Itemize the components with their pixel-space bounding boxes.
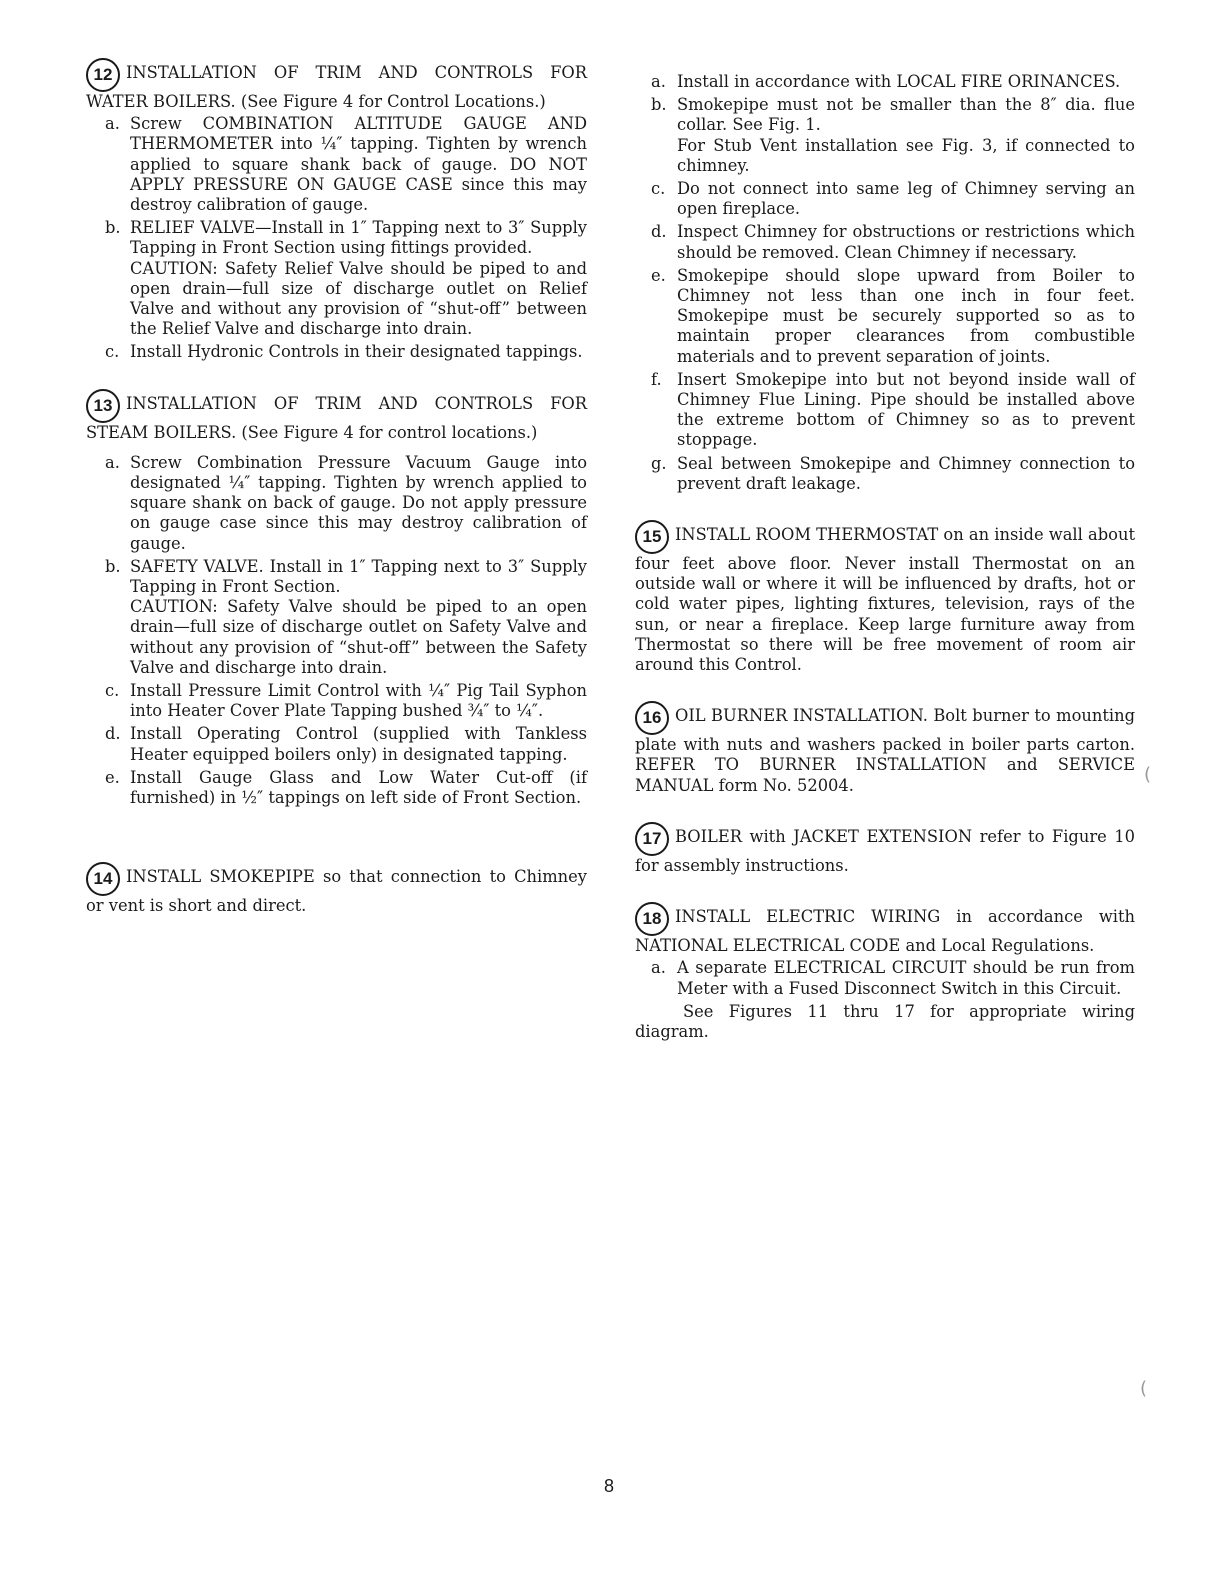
item-letter: c. bbox=[651, 179, 666, 199]
step-number-badge: 14 bbox=[86, 862, 120, 896]
step-number-badge: 13 bbox=[86, 389, 120, 423]
left-column bbox=[86, 58, 587, 943]
heading-text: OIL BURNER INSTALLATION. Bolt burner to mounting plate with nuts and washers packed in boiler parts carton. REFER TO BURNER INSTALLATION and SERVICE MANUAL form No. 52004. bbox=[635, 706, 1135, 795]
item-text: Seal between Smokepipe and Chimney connection to prevent draft leakage. bbox=[677, 453, 1135, 493]
item-letter: c. bbox=[105, 342, 120, 362]
caution-note: CAUTION: Safety Relief Valve should be piped to and open drain—full size of discharge outlet on Relief Valve and without any provision of “shut-off” between the Relief Valve and discharge into drain. bbox=[130, 258, 587, 339]
caution-note: CAUTION: Safety Valve should be piped to an open drain—full size of discharge outlet on Safety Valve and without any provision of “shut-off” between the Safety Valve and discharge into drain. bbox=[130, 597, 587, 677]
section-15 bbox=[635, 520, 1135, 675]
item-text: Install in accordance with LOCAL FIRE ORINANCES. bbox=[677, 72, 1121, 91]
list-item bbox=[86, 114, 587, 215]
list-item bbox=[635, 179, 1135, 219]
margin-mark: ( bbox=[1144, 764, 1152, 785]
item-letter: a. bbox=[651, 958, 666, 978]
item-text: Inspect Chimney for obstructions or restrictions which should be removed. Clean Chimney if necessary. bbox=[677, 222, 1135, 262]
item-list bbox=[86, 114, 587, 362]
list-item bbox=[86, 453, 587, 554]
page-number: 8 bbox=[604, 1476, 615, 1496]
item-text: Insert Smokepipe into but not beyond inside wall of Chimney Flue Lining. Pipe should be installed above the extreme bottom of Chimney so as to prevent stoppage. bbox=[677, 369, 1135, 450]
item-text: RELIEF VALVE—Install in 1″ Tapping next to 3″ Supply Tapping in Front Section using fittings provided. bbox=[130, 218, 587, 258]
heading-text: INSTALL ROOM THERMOSTAT on an inside wall about four feet above floor. Never install Thermostat on an outside wall or where it will be influenced by drafts, hot or cold water pipes, lighting fixtures, television, rays of the sun, or near a fireplace. Keep large furniture away from Thermostat so there will be free movement of room air around this Control. bbox=[635, 525, 1135, 675]
item-letter: f. bbox=[651, 369, 662, 389]
section-17 bbox=[635, 822, 1135, 876]
section-14-continued bbox=[635, 72, 1135, 494]
heading-text: INSTALL ELECTRIC WIRING in accordance with NATIONAL ELECTRICAL CODE and Local Regulations. bbox=[635, 907, 1135, 956]
item-text: Install Gauge Glass and Low Water Cut-off (if furnished) in ½″ tappings on left side of Front Section. bbox=[130, 767, 587, 808]
wiring-diagram-reference: See Figures 11 thru 17 for appropriate wiring diagram. bbox=[635, 1001, 1135, 1041]
section-14 bbox=[86, 862, 587, 916]
heading-text: INSTALL SMOKEPIPE so that connection to Chimney or vent is short and direct. bbox=[86, 867, 587, 916]
list-item bbox=[86, 724, 587, 764]
section-heading bbox=[86, 389, 587, 443]
section-heading bbox=[635, 902, 1135, 956]
section-heading bbox=[635, 701, 1135, 796]
item-letter: c. bbox=[105, 681, 120, 701]
item-letter: e. bbox=[105, 767, 120, 787]
item-text: Do not connect into same leg of Chimney serving an open fireplace. bbox=[677, 179, 1135, 219]
item-letter: d. bbox=[651, 222, 667, 242]
step-number-badge: 18 bbox=[635, 902, 669, 936]
item-text: SAFETY VALVE. Install in 1″ Tapping next to 3″ Supply Tapping in Front Section. bbox=[130, 556, 587, 597]
list-item bbox=[635, 454, 1135, 494]
list-item bbox=[635, 266, 1135, 367]
section-heading bbox=[86, 58, 587, 112]
list-item bbox=[86, 342, 587, 362]
right-column bbox=[635, 70, 1135, 1068]
item-letter: b. bbox=[105, 556, 121, 576]
section-heading bbox=[635, 520, 1135, 675]
item-list bbox=[86, 453, 587, 808]
item-letter: a. bbox=[105, 114, 120, 134]
list-item bbox=[86, 681, 587, 721]
item-note: For Stub Vent installation see Fig. 3, if connected to chimney. bbox=[677, 135, 1135, 175]
step-number-badge: 16 bbox=[635, 701, 669, 735]
list-item bbox=[635, 95, 1135, 176]
section-heading bbox=[86, 862, 587, 916]
item-text: Smokepipe should slope upward from Boiler to Chimney not less than one inch in four feet. Smokepipe must be securely supported so as to maintain proper clearances from combustible materials and to prevent separation of joints. bbox=[677, 265, 1135, 366]
item-list bbox=[635, 72, 1135, 494]
list-item bbox=[635, 222, 1135, 262]
item-letter: e. bbox=[651, 265, 666, 285]
section-13 bbox=[86, 389, 587, 809]
item-letter: a. bbox=[651, 72, 666, 91]
list-item bbox=[86, 218, 587, 339]
item-letter: g. bbox=[651, 453, 667, 473]
list-item bbox=[86, 557, 587, 678]
heading-text: BOILER with JACKET EXTENSION refer to Figure 10 for assembly instructions. bbox=[635, 826, 1135, 875]
list-item bbox=[635, 72, 1135, 92]
section-16 bbox=[635, 701, 1135, 796]
item-letter: a. bbox=[105, 452, 120, 472]
item-text: A separate ELECTRICAL CIRCUIT should be run from Meter with a Fused Disconnect Switch in this Circuit. bbox=[677, 958, 1135, 998]
item-text: Install Pressure Limit Control with ¼″ Pig Tail Syphon into Heater Cover Plate Tapping bushed ¾″ to ¼″. bbox=[130, 681, 587, 721]
heading-text: INSTALLATION OF TRIM AND CONTROLS FOR WATER BOILERS. (See Figure 4 for Control Locations.) bbox=[86, 63, 587, 111]
step-number-badge: 17 bbox=[635, 822, 669, 856]
list-item bbox=[635, 958, 1135, 998]
item-text: Screw Combination Pressure Vacuum Gauge into designated ¼″ tapping. Tighten by wrench applied to square shank on back of gauge. Do not apply pressure on gauge case since this may destroy calibration of gauge. bbox=[130, 452, 587, 553]
item-letter: d. bbox=[105, 724, 121, 744]
list-item bbox=[86, 768, 587, 808]
margin-mark: ( bbox=[1140, 1378, 1148, 1399]
item-text: Screw COMBINATION ALTITUDE GAUGE AND THERMOMETER into ¼″ tapping. Tighten by wrench applied to square shank back of gauge. DO NOT APPLY PRESSURE ON GAUGE CASE since this may destroy calibration of gauge. bbox=[130, 114, 587, 215]
list-item bbox=[635, 370, 1135, 451]
item-text: Smokepipe must not be smaller than the 8″ dia. flue collar. See Fig. 1. bbox=[677, 95, 1135, 135]
section-12 bbox=[86, 58, 587, 363]
section-18 bbox=[635, 902, 1135, 1042]
item-letter: b. bbox=[651, 95, 667, 115]
step-number-badge: 12 bbox=[86, 58, 120, 92]
step-number-badge: 15 bbox=[635, 520, 669, 554]
heading-text: INSTALLATION OF TRIM AND CONTROLS FOR STEAM BOILERS. (See Figure 4 for control locations.) bbox=[86, 393, 587, 442]
item-text: Install Hydronic Controls in their designated tappings. bbox=[130, 342, 583, 362]
item-list bbox=[635, 958, 1135, 998]
item-letter: b. bbox=[105, 218, 121, 238]
item-text: Install Operating Control (supplied with Tankless Heater equipped boilers only) in designated tapping. bbox=[130, 724, 587, 764]
section-heading bbox=[635, 822, 1135, 876]
